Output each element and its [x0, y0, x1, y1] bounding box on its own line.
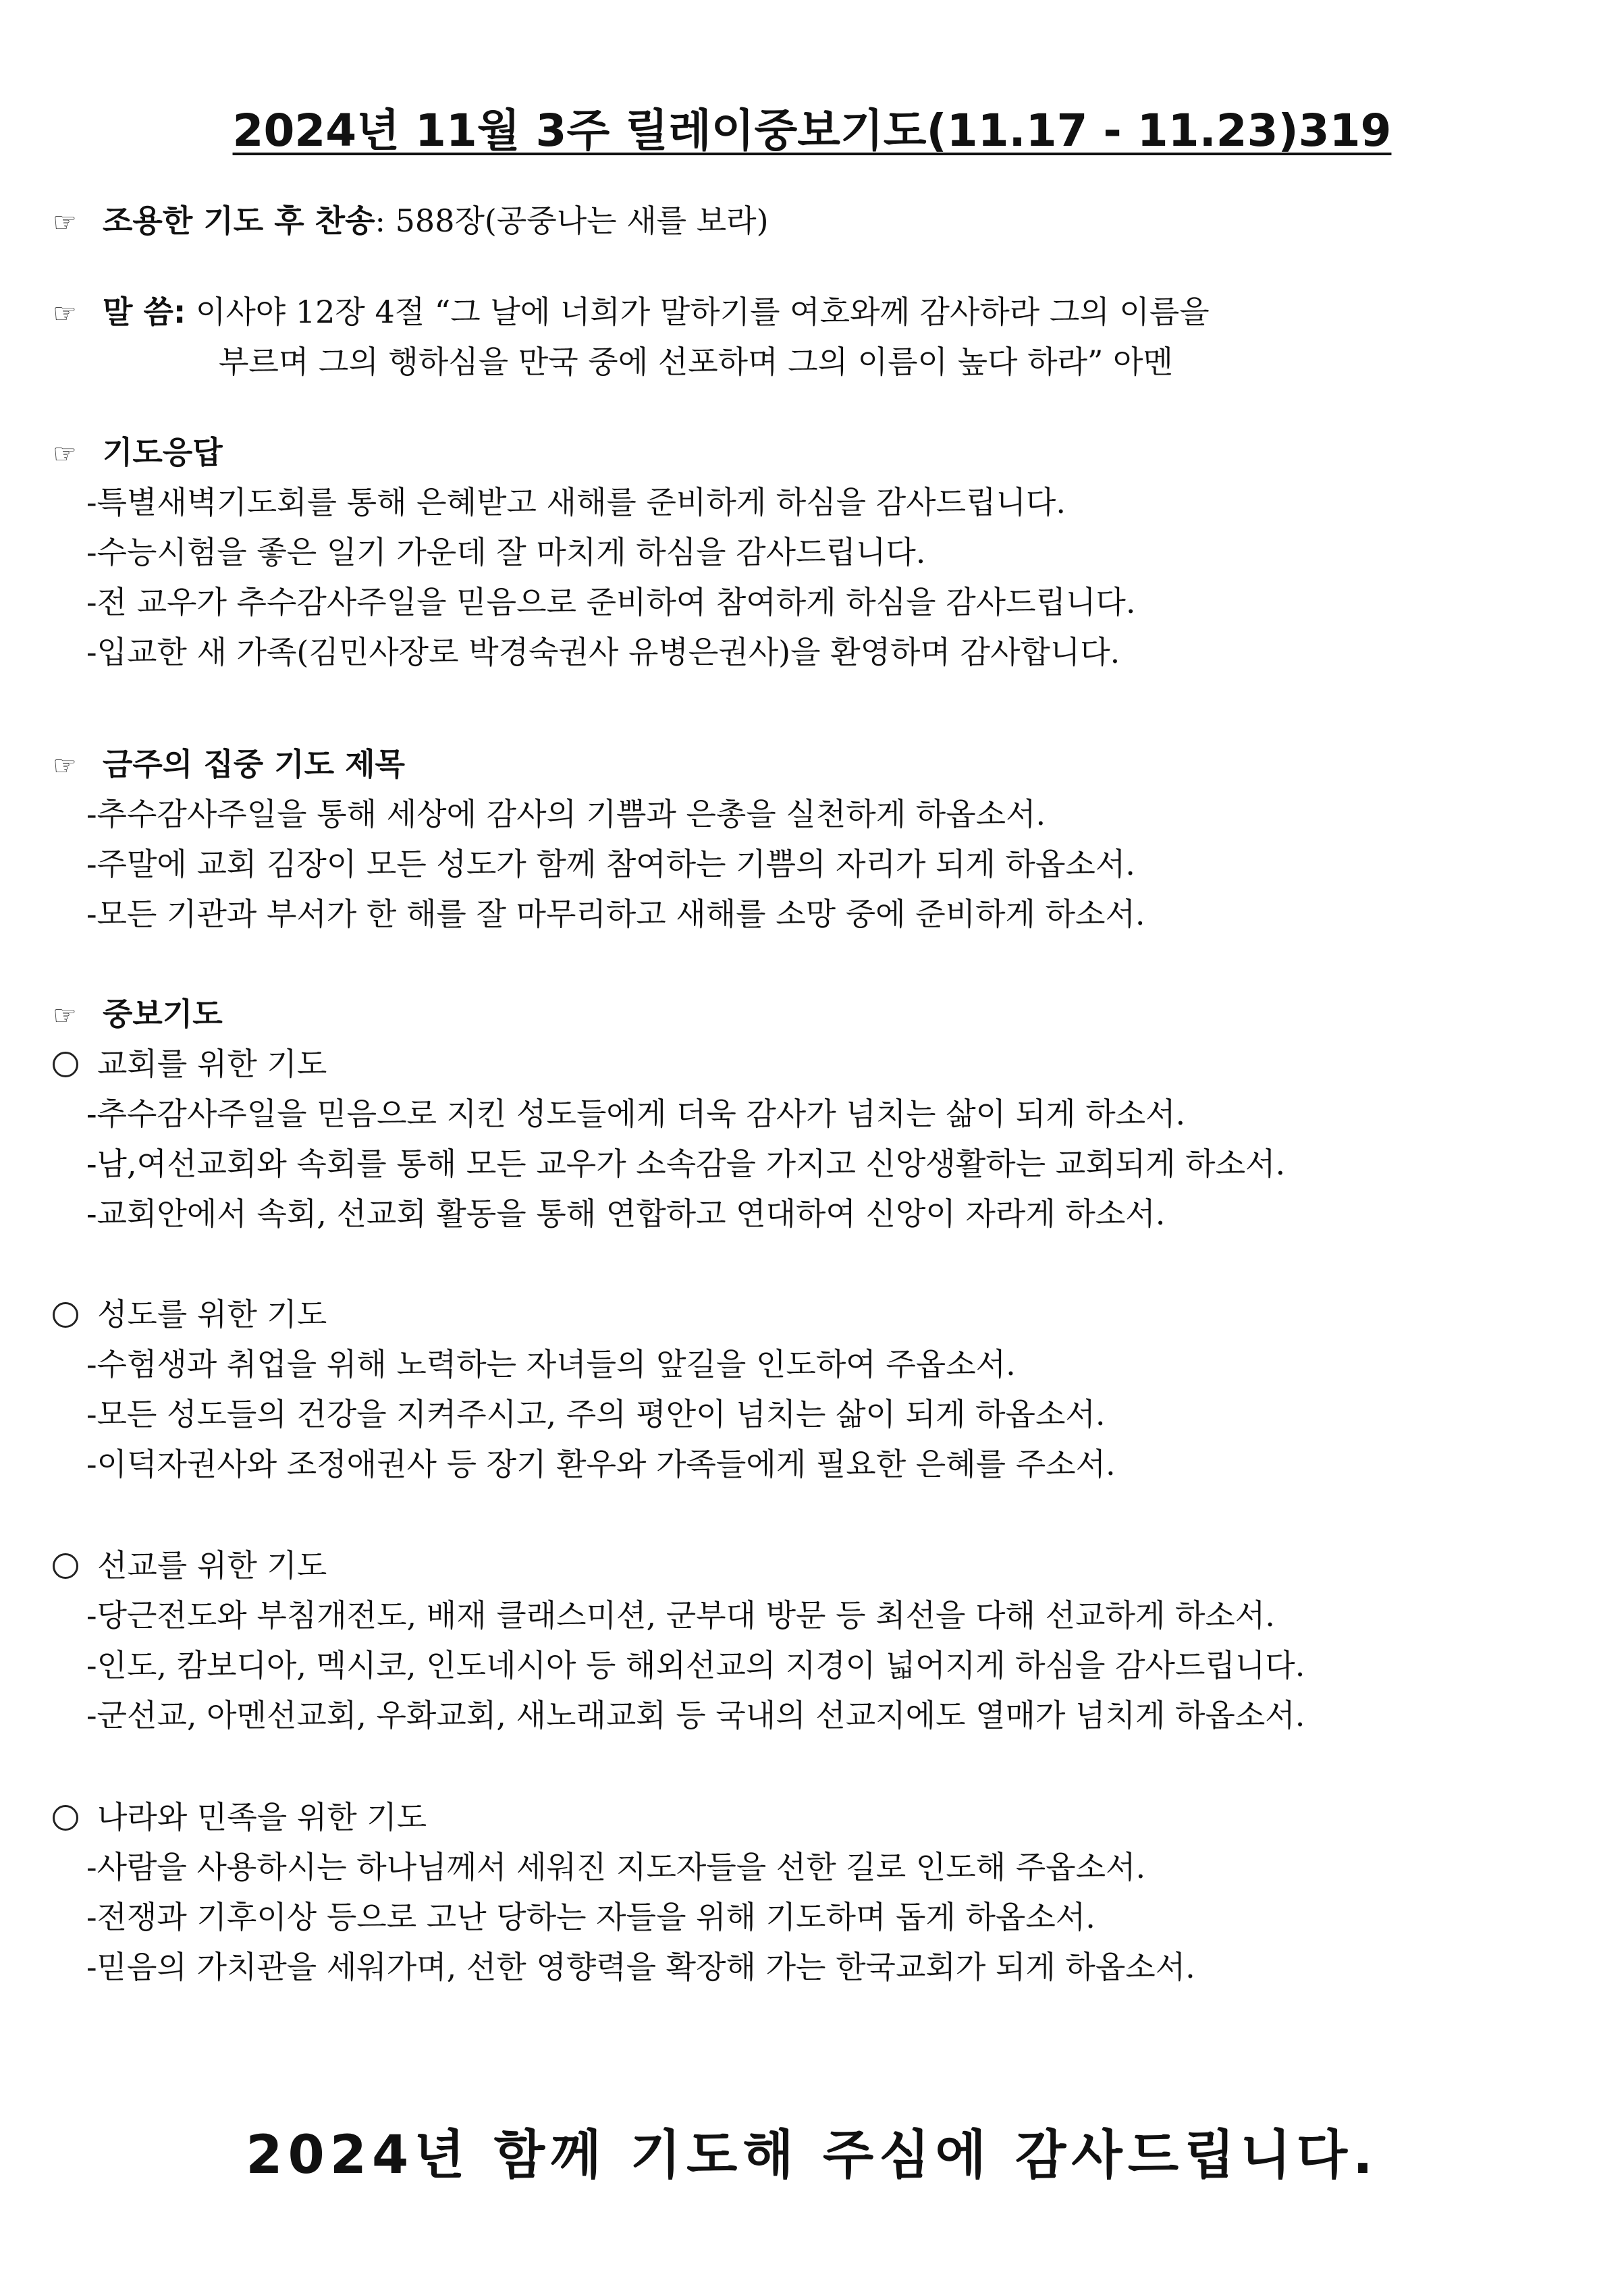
group-title: 성도를 위한 기도: [97, 1296, 327, 1332]
list-item: -추수감사주일을 믿음으로 지킨 성도들에게 더욱 감사가 넘치는 삶이 되게 하소서.: [86, 1096, 1186, 1132]
group-title: 교회를 위한 기도: [97, 1046, 327, 1082]
scripture-line-2: 부르며 그의 행하심을 만국 중에 선포하며 그의 이름이 높다 하라” 아멘: [219, 344, 1173, 380]
focus-heading: 금주의 집중 기도 제목: [103, 746, 405, 782]
intercession-section: [53, 989, 1578, 1239]
list-item: -교회안에서 속회, 선교회 활동을 통해 연합하고 연대하여 신앙이 자라게 하소서.: [86, 1195, 1166, 1232]
focus-section: [53, 739, 1578, 939]
list-item: -추수감사주일을 통해 세상에 감사의 기쁨과 은총을 실천하게 하옵소서.: [86, 796, 1046, 832]
list-item: -수험생과 취업을 위해 노력하는 자녀들의 앞길을 인도하여 주옵소서.: [86, 1346, 1016, 1382]
list-item: -모든 기관과 부서가 한 해를 잘 마무리하고 새해를 소망 중에 준비하게 하소서.: [86, 896, 1145, 932]
circle-bullet-icon: [53, 1052, 78, 1077]
group-title: 선교를 위한 기도: [97, 1547, 327, 1584]
list-item: -군선교, 아멘선교회, 우화교회, 새노래교회 등 국내의 선교지에도 열매가 넘치게 하옵소서.: [86, 1697, 1305, 1733]
list-item: -남,여선교회와 속회를 통해 모든 교우가 소속감을 가지고 신앙생활하는 교회되게 하소서.: [86, 1146, 1286, 1182]
pointing-hand-icon: ☞: [53, 207, 77, 238]
answers-heading: 기도응답: [103, 434, 223, 470]
circle-bullet-icon: [53, 1302, 78, 1328]
pointing-hand-icon: ☞: [53, 751, 77, 782]
list-item: -주말에 교회 김장이 모든 성도가 함께 참여하는 기쁨의 자리가 되게 하옵소서.: [86, 846, 1135, 882]
closing-message: 2024년 함께 기도해 주심에 감사드립니다.: [246, 2125, 1378, 2186]
hymn-section: [53, 196, 1578, 246]
scripture-sep: :: [173, 294, 186, 330]
list-item: -믿음의 가치관을 세워가며, 선한 영향력을 확장해 가는 한국교회가 되게 하옵소서.: [86, 1949, 1195, 1985]
list-item: -이덕자권사와 조정애권사 등 장기 환우와 가족들에게 필요한 은혜를 주소서.: [86, 1446, 1116, 1482]
answers-section: [53, 427, 1578, 677]
list-item: -인도, 캄보디아, 멕시코, 인도네시아 등 해외선교의 지경이 넓어지게 하심을 감사드립니다.: [86, 1647, 1305, 1684]
list-item: -전쟁과 기후이상 등으로 고난 당하는 자들을 위해 기도하며 돕게 하옵소서.: [86, 1899, 1095, 1935]
pointing-hand-icon: ☞: [53, 1000, 77, 1031]
page-title: 2024년 11월 3주 릴레이중보기도(11.17 - 11.23)319: [232, 105, 1392, 157]
list-item: -전 교우가 추수감사주일을 믿음으로 준비하여 참여하게 하심을 감사드립니다.: [86, 584, 1136, 620]
intercession-group: [53, 1289, 1578, 1489]
scripture-line-1: 이사야 12장 4절 “그 날에 너희가 말하기를 여호와께 감사하라 그의 이름을: [186, 294, 1210, 330]
list-item: -사람을 사용하시는 하나님께서 세워진 지도자들을 선한 길로 인도해 주옵소서.: [86, 1849, 1146, 1885]
intercession-heading: 중보기도: [103, 996, 223, 1032]
list-item: -입교한 새 가족(김민사장로 박경숙권사 유병은권사)을 환영하며 감사합니다.: [86, 634, 1120, 670]
scripture-section: [53, 287, 1578, 387]
circle-bullet-icon: [53, 1805, 78, 1831]
hymn-text: 588장(공중나는 새를 보라): [385, 203, 769, 239]
list-item: -모든 성도들의 건강을 지켜주시고, 주의 평안이 넘치는 삶이 되게 하옵소서.: [86, 1396, 1106, 1432]
group-title: 나라와 민족을 위한 기도: [97, 1799, 427, 1835]
intercession-group: [53, 1540, 1578, 1740]
scripture-label: 말 씀: [103, 294, 173, 330]
hymn-sep: :: [375, 203, 386, 239]
list-item: -특별새벽기도회를 통해 은혜받고 새해를 준비하게 하심을 감사드립니다.: [86, 484, 1066, 520]
pointing-hand-icon: ☞: [53, 298, 77, 329]
pointing-hand-icon: ☞: [53, 439, 77, 470]
list-item: -수능시험을 좋은 일기 가운데 잘 마치게 하심을 감사드립니다.: [86, 534, 926, 570]
circle-bullet-icon: [53, 1553, 78, 1579]
list-item: -당근전도와 부침개전도, 배재 클래스미션, 군부대 방문 등 최선을 다해 선교하게 하소서.: [86, 1597, 1275, 1634]
intercession-group: [53, 1792, 1578, 1992]
hymn-label: 조용한 기도 후 찬송: [103, 203, 375, 239]
